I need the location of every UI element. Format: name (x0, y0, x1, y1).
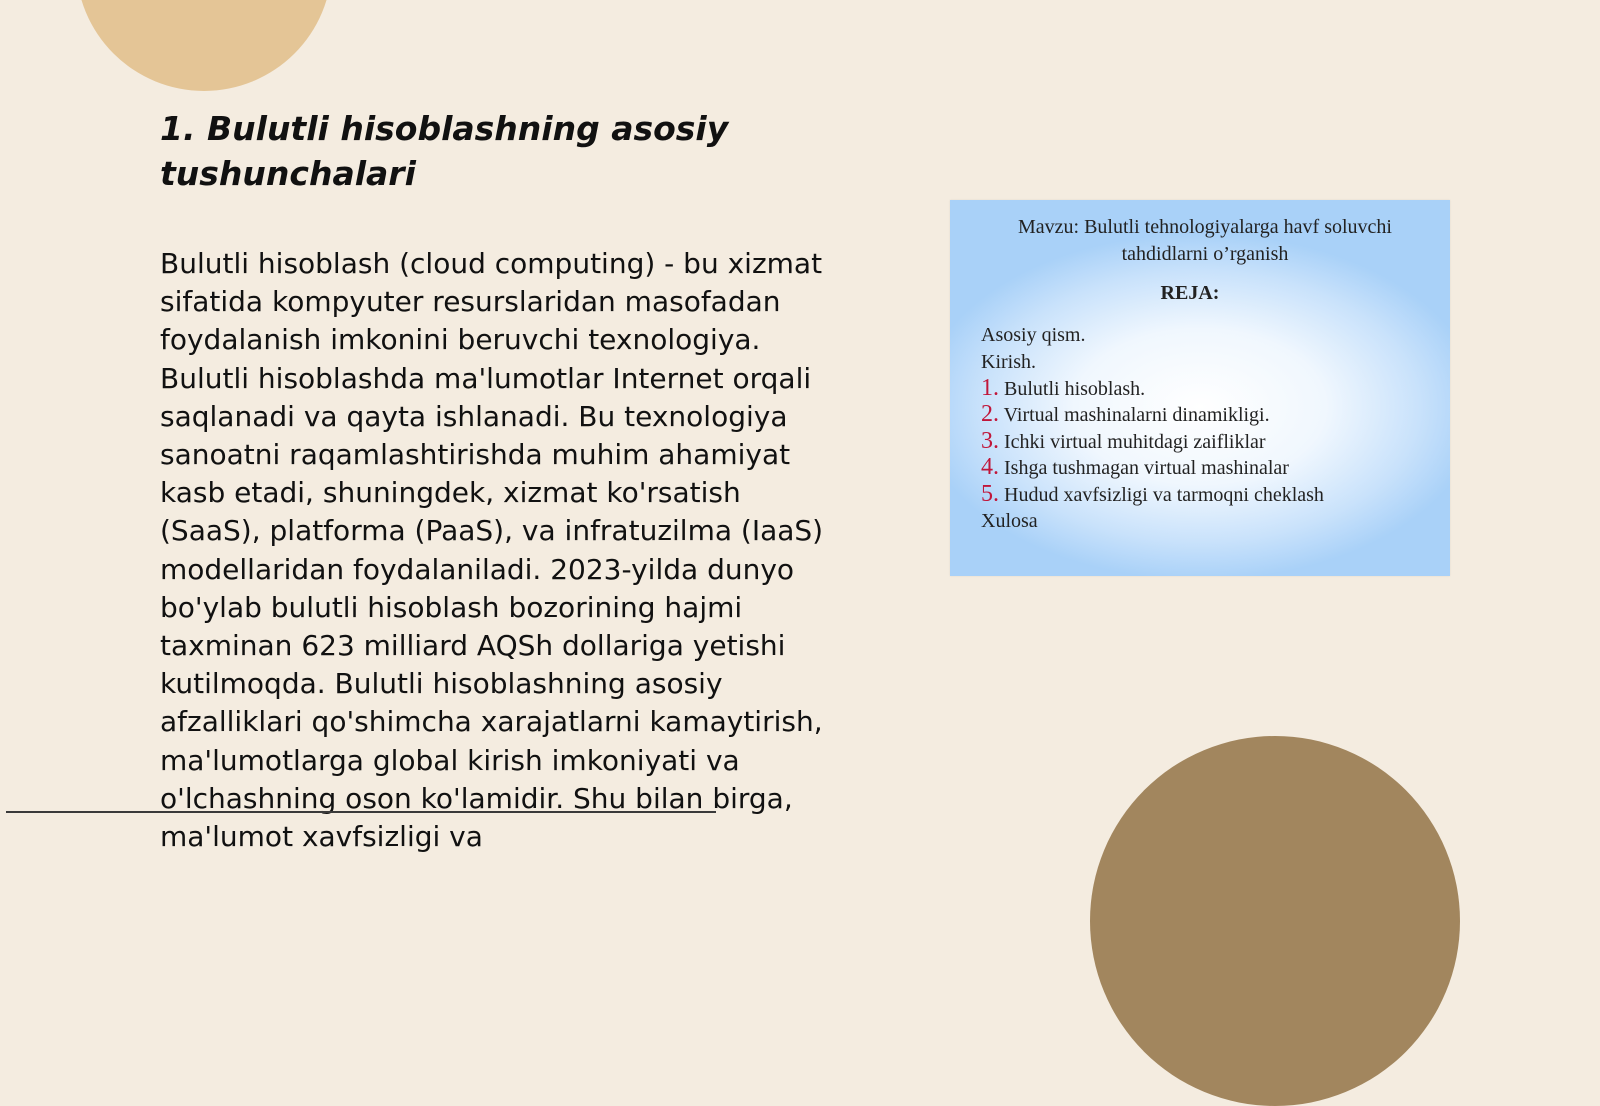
plan-item-number: 4. (981, 454, 999, 480)
plan-item (981, 375, 1145, 402)
plan-heading: REJA: (1160, 282, 1220, 304)
plan-item-text: Ichki virtual muhitdagi zaifliklar (1004, 431, 1266, 453)
plan-main-part: Asosiy qism. (981, 324, 1086, 346)
plan-item (981, 454, 1289, 481)
plan-item-number: 2. (981, 401, 999, 427)
plan-topic: Mavzu: Bulutli tehnologiyalarga havf soluvchi tahdidlarni o’rganish (1017, 216, 1392, 265)
decorative-circle-bottom (1090, 736, 1460, 1106)
plan-item (981, 481, 1324, 508)
plan-item-number: 3. (981, 428, 999, 454)
plan-item (981, 428, 1266, 455)
plan-image (950, 200, 1450, 576)
slide-title: 1. Bulutli hisoblashning asosiy tushunchalari (160, 109, 729, 193)
plan-item-number: 1. (981, 375, 999, 401)
slide-body-text: Bulutli hisoblash (cloud computing) - bu xizmat sifatida kompyuter resurslaridan masofadan foydalanish imkonini beruvchi texnologiya. Bulutli hisoblashda ma'lumotlar Internet orqali saqlanadi va qayta ishlanadi. Bu texnologiya sanoatni raqamlashtirishda muhim ahamiyat kasb etadi, shuningdek, xizmat ko'rsatish (SaaS), platforma (PaaS), va infratuzilma (IaaS) modellaridan foydalaniladi. 2023-yilda dunyo bo'ylab bulutli hisoblash bozorining hajmi taxminan 623 milliard AQSh dollariga yetishi kutilmoqda. Bulutli hisoblashning asosiy afzalliklari qo'shimcha xarajatlarni kamaytirish, ma'lumotlarga global kirish imkoniyati va o'lchashning oson ko'lamidir. Shu bilan birga, ma'lumot xavfsizligi va (160, 247, 824, 854)
plan-item (981, 401, 1270, 428)
plan-item-text: Ishga tushmagan virtual mashinalar (1004, 457, 1289, 479)
plan-item-number: 5. (981, 481, 999, 507)
plan-item-text: Bulutli hisoblash. (1004, 378, 1146, 400)
divider-line (6, 811, 716, 813)
plan-conclusion: Xulosa (981, 510, 1038, 532)
decorative-circle-top (76, 0, 332, 91)
plan-intro: Kirish. (981, 351, 1036, 373)
plan-item-text: Virtual mashinalarni dinamikligi. (1003, 404, 1270, 426)
plan-item-text: Hudud xavfsizligi va tarmoqni cheklash (1004, 484, 1324, 506)
